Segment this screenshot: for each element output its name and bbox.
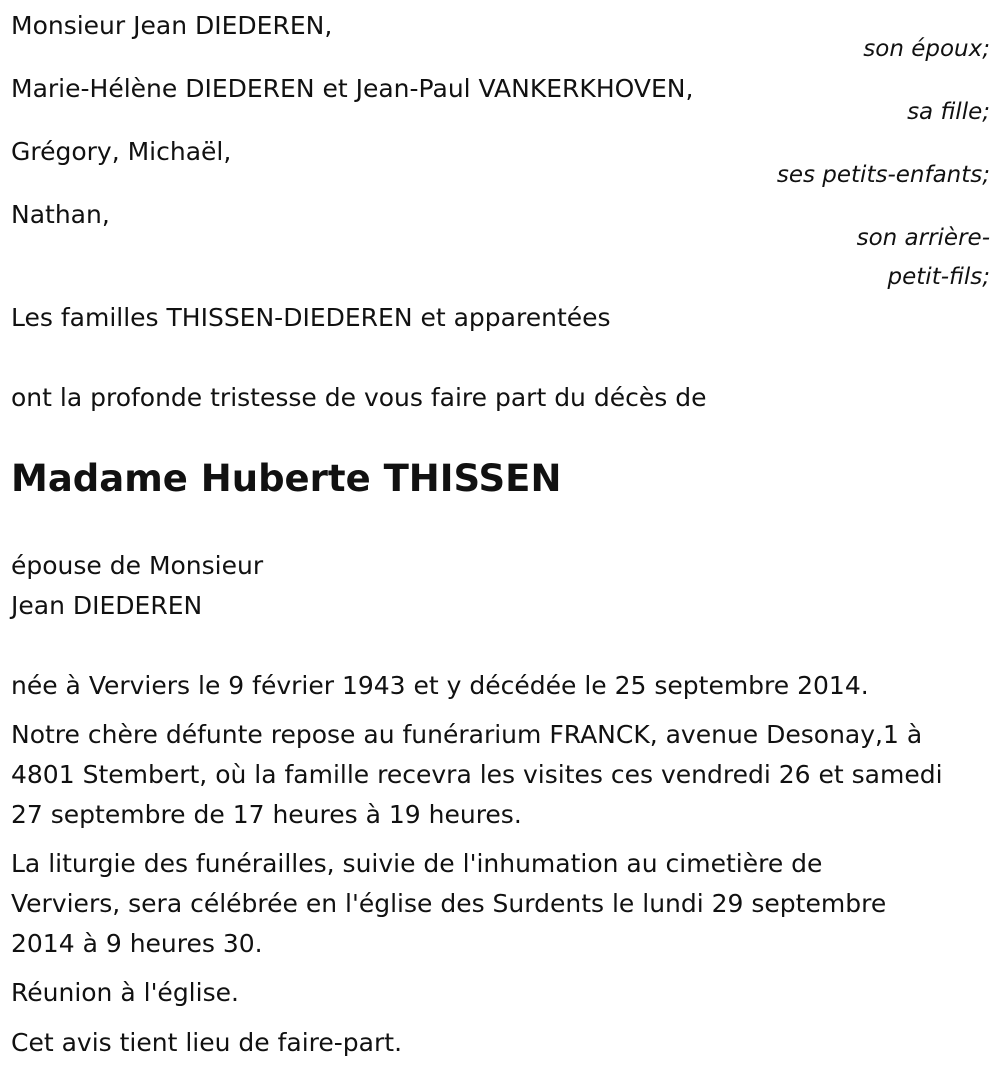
announcement-line: ont la profonde tristesse de vous faire part du décès de [11,383,707,412]
liturgy-line-3: 2014 à 9 heures 30. [11,929,263,958]
deceased-name: Madame Huberte THISSEN [11,457,562,500]
family-member-great-grandchild: Nathan, [11,200,110,229]
birth-death-line: née à Verviers le 9 février 1943 et y décédée le 25 septembre 2014. [11,671,869,700]
families-line: Les familles THISSEN-DIEDEREN et apparentées [11,303,611,332]
repose-line-3: 27 septembre de 17 heures à 19 heures. [11,800,522,829]
family-member-daughter: Marie-Hélène DIEDEREN et Jean-Paul VANKERKHOVEN, [11,74,694,103]
relation-grandchildren: ses petits-enfants; [776,162,990,188]
family-member-spouse: Monsieur Jean DIEDEREN, [11,11,333,40]
relation-daughter: sa fille; [907,99,990,125]
repose-line-1: Notre chère défunte repose au funérarium FRANCK, avenue Desonay,1 à [11,720,923,749]
relation-great-grandchild-line1: son arrière- [856,225,990,251]
liturgy-line-2: Verviers, sera célébrée en l'église des Surdents le lundi 29 septembre [11,889,887,918]
closing-line: Cet avis tient lieu de faire-part. [11,1028,403,1057]
reunion-line: Réunion à l'église. [11,978,239,1007]
repose-line-2: 4801 Stembert, où la famille recevra les visites ces vendredi 26 et samedi [11,760,943,789]
family-member-grandchildren: Grégory, Michaël, [11,137,232,166]
relation-great-grandchild-line2: petit-fils; [887,264,990,290]
liturgy-line-1: La liturgie des funérailles, suivie de l'inhumation au cimetière de [11,849,823,878]
spouse-line-2: Jean DIEDEREN [11,591,203,620]
relation-spouse: son époux; [863,36,990,62]
spouse-line-1: épouse de Monsieur [11,551,264,580]
